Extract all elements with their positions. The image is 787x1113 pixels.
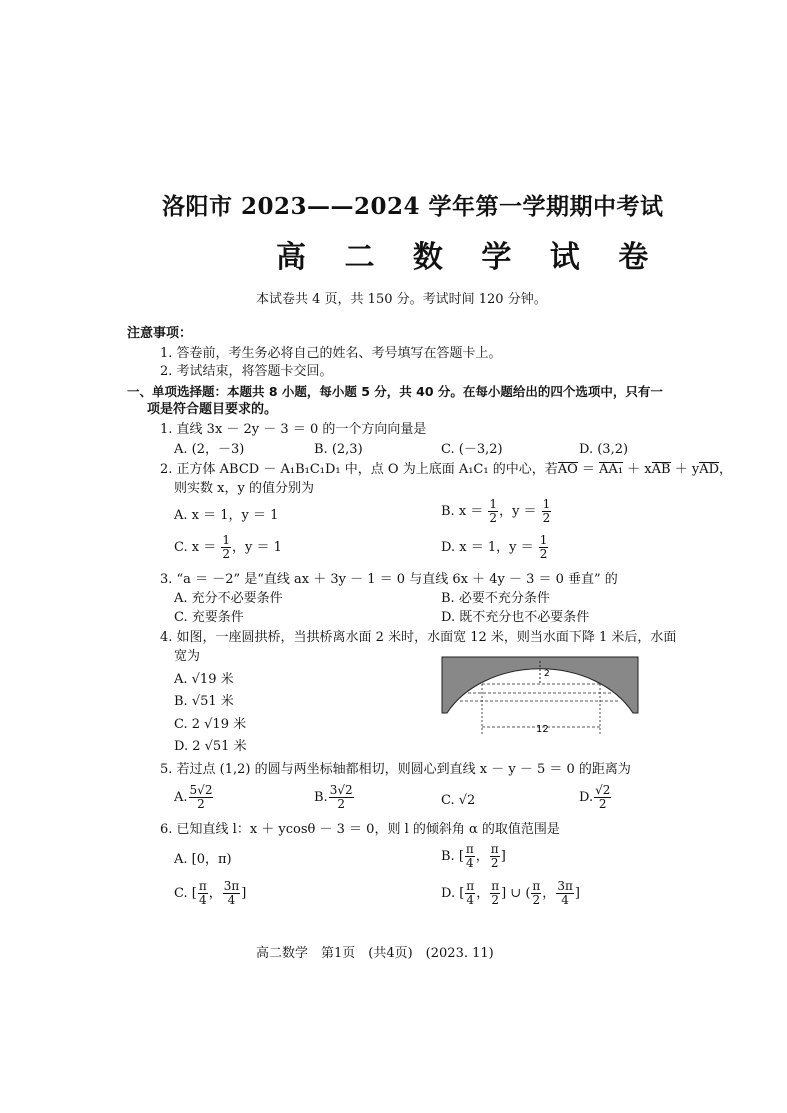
option-a: A. √19 米 (174, 672, 234, 687)
vector-ab: AB (651, 462, 671, 477)
comma: ， (719, 462, 733, 477)
option-c: C. 2 √19 米 (174, 717, 247, 732)
question-stem-cont: 则实数 x，y 的值分别为 (174, 481, 314, 496)
option-b: B. [ $\frac{\pi}{4}$ ， $\frac{\pi}{2}$ ] (441, 842, 506, 870)
fraction: $\frac{1}{2}$ (222, 533, 230, 561)
question-stem-cont: 宽为 (174, 649, 201, 664)
fraction: $\frac{5√2}{2}$ (189, 783, 213, 811)
option-d: D. [ $\frac{\pi}{4}$ ， $\frac{\pi}{2}$ ] ∪ ( $\frac{\pi}{2}$ ， $\frac{3\pi}{4}$ ] (441, 879, 580, 907)
option-b: B. $\frac{3√2}{2}$ (314, 783, 353, 811)
option-a: A. [0，π) (174, 852, 232, 867)
plus-y: ＋ y (670, 462, 700, 477)
fraction: $\frac{3\pi}{4}$ (223, 879, 240, 907)
question-stem: 1. 直线 3x － 2y － 3 ＝ 0 的一个方向向量是 (160, 422, 427, 437)
page-footer: 高二数学 第1页 (共4页) (2023. 11) (256, 946, 494, 961)
exam-info: 本试卷共 4 页，共 150 分。考试时间 120 分钟。 (256, 292, 547, 307)
option-d: D. 既不充分也不必要条件 (441, 610, 590, 625)
question-stem: 6. 已知直线 l：x ＋ ycosθ － 3 ＝ 0，则 l 的倾斜角 α 的取值范围是 (160, 822, 560, 837)
fraction: $\frac{√2}{2}$ (595, 783, 611, 811)
fraction: $\frac{1}{2}$ (542, 497, 551, 525)
option-d: D. x ＝ 1，y ＝ $\frac{1}{2}$ (441, 533, 548, 561)
option-d: D. (3,2) (579, 442, 629, 457)
fraction: $\frac{\pi}{2}$ (532, 879, 541, 907)
section-heading: 一、单项选择题：本题共 8 小题，每小题 5 分，共 40 分。在每小题给出的四个选项中，只有一 (127, 384, 663, 399)
fraction: $\frac{\pi}{4}$ (198, 879, 207, 907)
section-heading-cont: 项是符合题目要求的。 (147, 402, 278, 417)
option-b: B. x ＝ $\frac{1}{2}$ ，y ＝ $\frac{1}{2}$ (441, 497, 551, 525)
option-c: C. (－3,2) (441, 442, 503, 457)
option-a: A. x ＝ 1，y ＝ 1 (174, 508, 279, 523)
fraction: $\frac{\pi}{2}$ (491, 879, 500, 907)
exam-title: 洛阳市 2023——2024 学年第一学期期中考试 (162, 193, 664, 220)
option-c: C. √2 (441, 793, 476, 808)
option-b: B. √51 米 (174, 694, 234, 709)
option-d: D. $\frac{√2}{2}$ (579, 783, 611, 811)
fraction: $\frac{\pi}{4}$ (466, 879, 475, 907)
arch-bridge-figure (440, 655, 640, 741)
fraction: $\frac{\pi}{2}$ (490, 842, 499, 870)
option-c: C. 充要条件 (174, 610, 244, 625)
question-stem: 3. “a ＝ －2” 是“直线 ax ＋ 3y － 1 ＝ 0 与直线 6x ＋ 4y － 3 ＝ 0 垂直” 的 (160, 572, 618, 587)
notice-heading: 注意事项： (127, 326, 193, 341)
option-a: A. $\frac{5√2}{2}$ (174, 783, 213, 811)
option-b: B. (2,3) (314, 442, 363, 457)
option-a: A. 充分不必要条件 (174, 591, 283, 606)
stem-text: 2. 正方体 ABCD － A₁B₁C₁D₁ 中，点 O 为上底面 A₁C₁ 的中心，若 (160, 462, 558, 477)
option-b: B. 必要不充分条件 (441, 591, 550, 606)
vector-aa1: AA₁ (599, 462, 624, 477)
vector-ad: AD (699, 462, 720, 477)
question-stem: 5. 若过点 (1,2) 的圆与两坐标轴都相切，则圆心到直线 x － y － 5 ＝ 0 的距离为 (160, 762, 631, 777)
fraction: $\frac{1}{2}$ (489, 497, 498, 525)
exam-subtitle: 高 二 数 学 试 卷 (276, 240, 663, 275)
question-stem: 4. 如图，一座圆拱桥，当拱桥离水面 2 米时，水面宽 12 米，则当水面下降 1 米后，水面 (160, 630, 677, 645)
fraction: $\frac{3√2}{2}$ (329, 783, 353, 811)
vector-ao: AO (557, 462, 578, 477)
option-d: D. 2 √51 米 (174, 739, 247, 754)
fraction: $\frac{3\pi}{4}$ (557, 879, 573, 907)
width-label: 12 (536, 724, 549, 735)
question-stem (160, 462, 732, 478)
notice-item: 1. 答卷前，考生务必将自己的姓名、考号填写在答题卡上。 (160, 346, 502, 361)
option-c: C. x ＝ $\frac{1}{2}$ ，y ＝ 1 (174, 533, 282, 561)
plus-x: ＋ x (623, 462, 652, 477)
fraction: $\frac{\pi}{4}$ (465, 842, 474, 870)
fraction: $\frac{1}{2}$ (539, 533, 548, 561)
notice-item: 2. 考试结束，将答题卡交回。 (160, 364, 333, 379)
height-label: 2 (544, 669, 550, 679)
eq-sign: ＝ (577, 462, 600, 477)
option-c: C. [ $\frac{\pi}{4}$ ， $\frac{3\pi}{4}$ ] (174, 879, 247, 907)
option-a: A. (2，－3) (174, 442, 245, 457)
